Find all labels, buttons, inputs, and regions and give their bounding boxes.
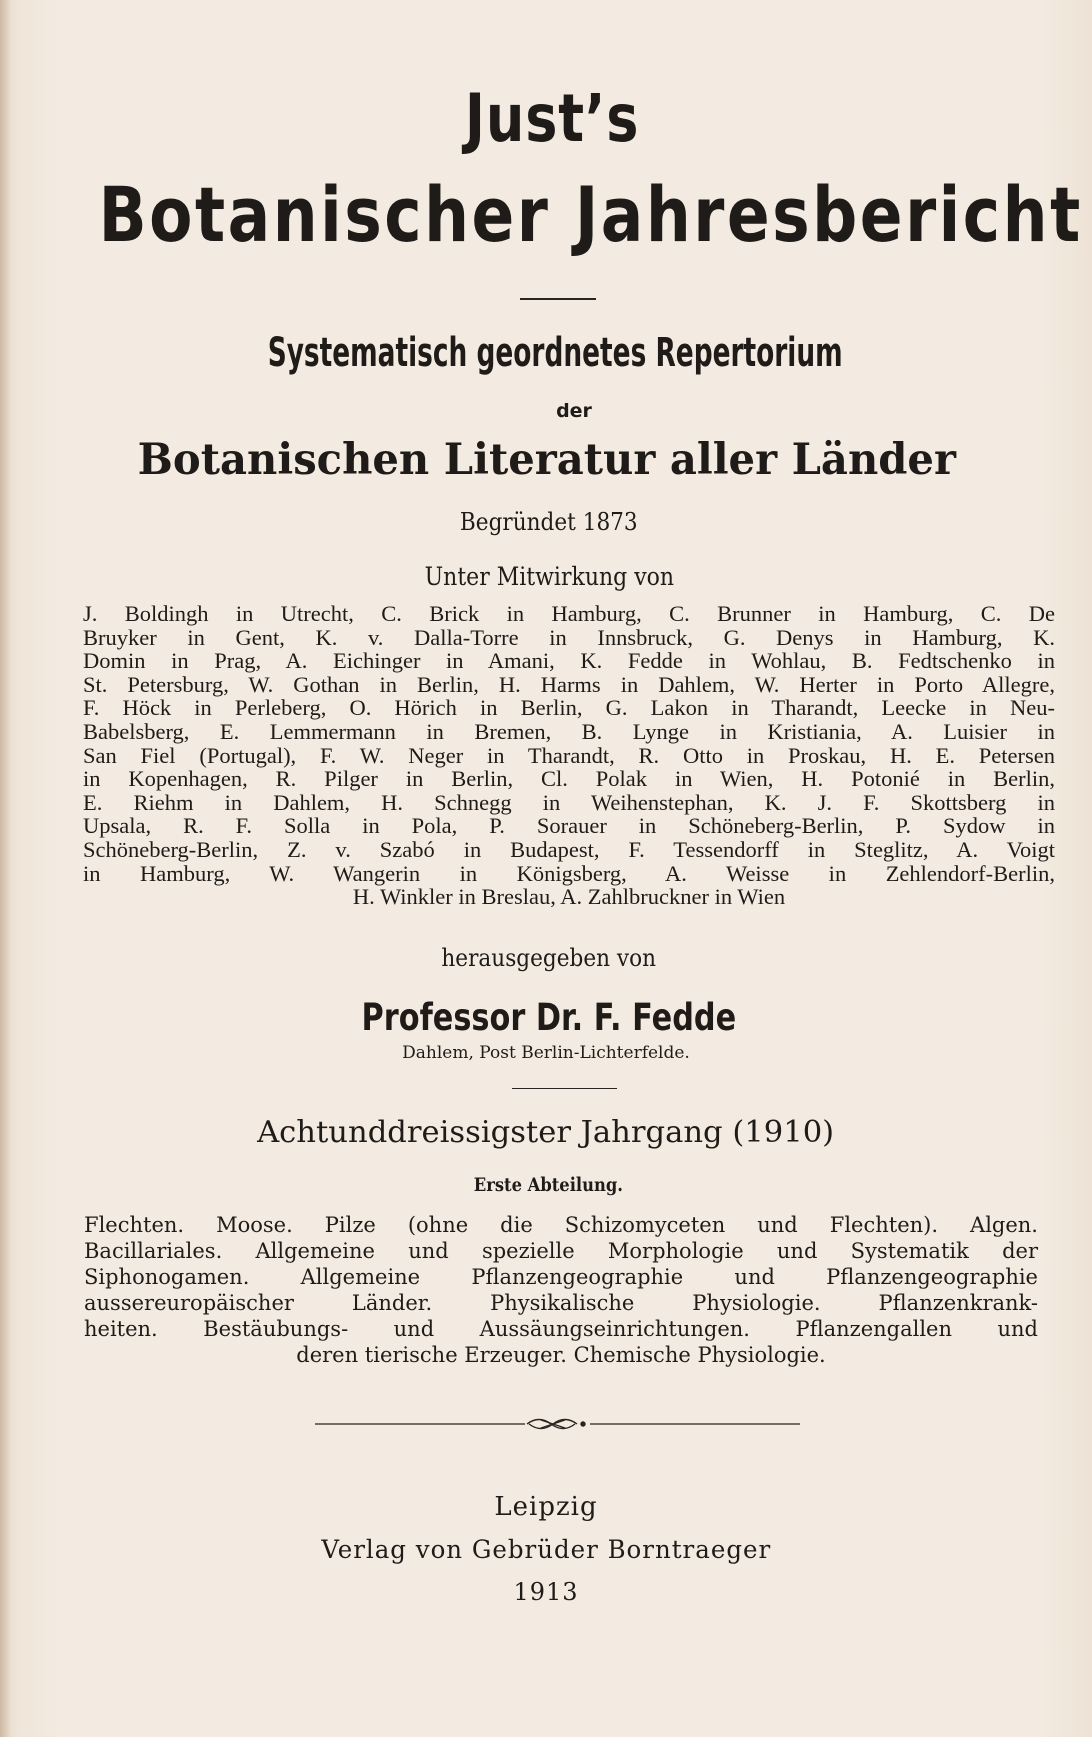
contributors-line: Domin in Prag, A. Eichinger in Amani, K. Fedde in Wohlau, B. Fedtschenko in (83, 648, 1055, 674)
contributors-line: J. Boldingh in Utrecht, C. Brick in Hamburg, C. Brunner in Hamburg, C. De (83, 601, 1055, 626)
subject-title: Botanischen Literatur aller Länder (137, 435, 956, 485)
topics-paragraph (84, 1212, 1038, 1368)
topics-line: Siphonogamen. Allgemeine Pflanzengeographie und Pflanzengeographie (84, 1265, 1038, 1289)
contributors-line: H. Winkler in Breslau, A. Zahlbruckner in Wien (352, 884, 786, 910)
volume-title: Achtunddreissigster Jahrgang (1910) (257, 1115, 835, 1150)
contributors-line: Bruyker in Gent, K. v. Dalla-Torre in Innsbruck, G. Denys in Hamburg, K. (83, 624, 1055, 650)
subtitle-der: der (556, 400, 592, 422)
contributors-line: Schöneberg-Berlin, Z. v. Szabó in Budapest, F. Tessendorff in Steglitz, A. Voigt (83, 836, 1055, 862)
topics-line: Flechten. Moose. Pilze (ohne die Schizomyceten und Flechten). Algen. (84, 1213, 1038, 1237)
topics-line: heiten. Bestäubungs- und Aussäungseinrichtungen. Pflanzengallen und (84, 1317, 1038, 1341)
title-line-just: Just’s (464, 80, 640, 157)
contributors-line: E. Riehm in Dahlem, H. Schnegg in Weihenstephan, K. J. F. Skottsberg in (83, 789, 1055, 815)
contributors-line: Upsala, R. F. Solla in Pola, P. Sorauer in Schöneberg-Berlin, P. Sydow in (83, 813, 1055, 839)
contributors-paragraph (83, 602, 1055, 909)
imprint-city: Leipzig (494, 1492, 598, 1522)
editor-name: Professor Dr. F. Fedde (361, 996, 737, 1039)
topics-line: deren tierische Erzeuger. Chemische Physiologie. (296, 1343, 826, 1367)
cooperation-line: Unter Mitwirkung von (424, 562, 675, 591)
ornament-divider (315, 1414, 800, 1434)
topics-line: Bacillariales. Allgemeine und spezielle Morphologie und Systematik der (84, 1239, 1038, 1263)
imprint-publisher: Verlag von Gebrüder Borntraeger (321, 1535, 772, 1564)
volume-divider (512, 1088, 617, 1089)
contributors-line: in Kopenhagen, R. Pilger in Berlin, Cl. Polak in Wien, H. Potonié in Berlin, (83, 766, 1055, 792)
editor-place: Dahlem, Post Berlin-Lichterfelde. (402, 1043, 690, 1063)
founded-line: Begründet 1873 (459, 508, 638, 536)
subtitle: Systematisch geordnetes Repertorium (267, 330, 843, 376)
contributors-line: in Hamburg, W. Wangerin in Königsberg, A. Weisse in Zehlendorf-Berlin, (83, 860, 1055, 886)
main-title: Botanischer Jahresbericht (98, 170, 1083, 259)
contributors-line: San Fiel (Portugal), F. W. Neger in Tharandt, R. Otto in Proskau, H. E. Petersen (83, 742, 1055, 768)
volume-part: Erste Abteilung. (473, 1174, 623, 1196)
topics-line: aussereuropäischer Länder. Physikalische Physiologie. Pflanzenkrank- (84, 1291, 1038, 1315)
title-divider (520, 298, 596, 300)
contributors-line: Babelsberg, E. Lemmermann in Bremen, B. Lynge in Kristiania, A. Luisier in (83, 718, 1055, 744)
ornament-flourish-icon (527, 1420, 585, 1429)
imprint-year: 1913 (513, 1578, 579, 1606)
contributors-line: F. Höck in Perleberg, O. Hörich in Berlin, G. Lakon in Tharandt, Leecke in Neu- (83, 695, 1055, 721)
contributors-line: St. Petersburg, W. Gothan in Berlin, H. Harms in Dahlem, W. Herter in Porto Allegre, (83, 671, 1055, 697)
page-spine-shadow (0, 0, 10, 1737)
editor-intro: herausgegeben von (441, 944, 657, 972)
